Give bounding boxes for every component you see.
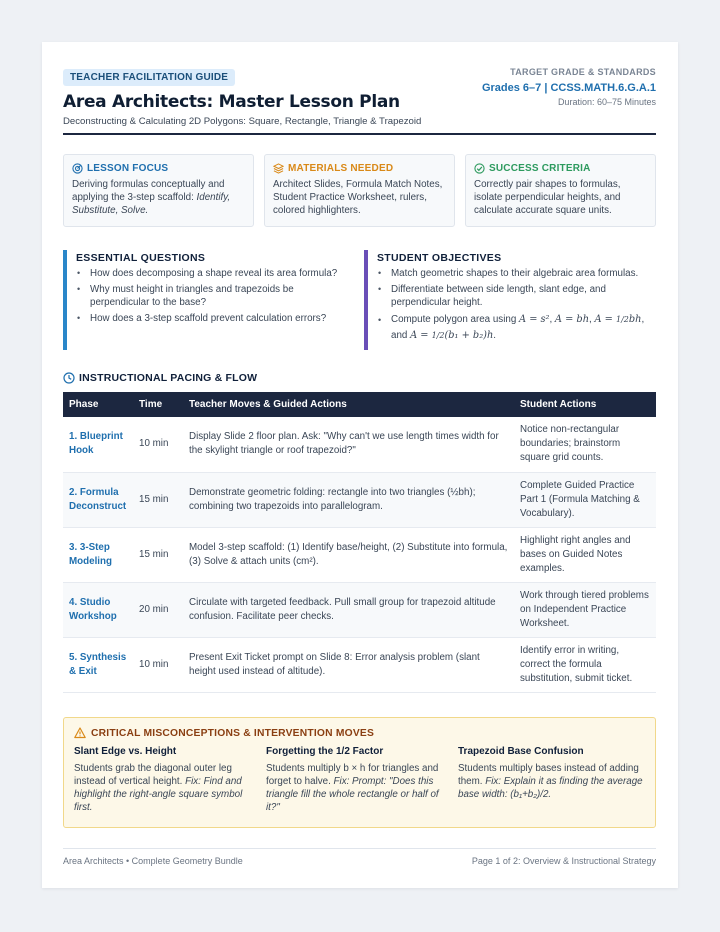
misconception-title: Trapezoid Base Confusion	[458, 746, 584, 757]
success-criteria-heading	[474, 163, 647, 174]
misconception-fix: Fix: Find and highlight the right-angle square symbol first.	[74, 776, 243, 813]
phase-cell: 4. Studio Workshop	[63, 582, 133, 637]
column-header: Student Actions	[520, 399, 597, 410]
phase-cell: 5. Synthesis & Exit	[63, 637, 133, 692]
footer-left: Area Architects • Complete Geometry Bundle	[63, 856, 243, 866]
lesson-focus-heading	[72, 163, 245, 174]
teacher-cell: Present Exit Ticket prompt on Slide 8: Error analysis problem (slant height used instead of altitude).	[183, 637, 514, 692]
materials-card	[264, 154, 455, 227]
phase-cell: 2. Formula Deconstruct	[63, 472, 133, 527]
phase-cell: 1. Blueprint Hook	[63, 417, 133, 472]
separator: ,	[589, 313, 595, 325]
student-objectives-title: STUDENT OBJECTIVES	[377, 252, 502, 264]
misconceptions-title: CRITICAL MISCONCEPTIONS & INTERVENTION MOVES	[91, 727, 375, 739]
formula-rhs: (b₁ + b₂)h	[444, 329, 494, 341]
half-fraction: 1/2	[431, 330, 445, 340]
teacher-cell: Display Slide 2 floor plan. Ask: "Why can't we use length times width for the skylight triangle or roof trapezoid?"	[183, 417, 514, 472]
table-row	[63, 582, 656, 637]
formula-square: A = s²	[519, 313, 550, 325]
student-objectives	[364, 250, 656, 350]
separator: ,	[549, 313, 555, 325]
grade-standards: Grades 6–7 | CCSS.MATH.6.G.A.1	[481, 82, 656, 94]
student-cell: Identify error in writing, correct the formula substitution, submit ticket.	[514, 637, 656, 692]
list-item: • Match geometric shapes to their algebraic area formulas.	[377, 267, 656, 281]
misconception-body	[458, 762, 645, 801]
misconception-text: Students multiply b × h for triangles and forget to halve.	[266, 763, 439, 787]
duration: Duration: 60–75 Minutes	[557, 97, 656, 107]
materials-title: MATERIALS NEEDED	[288, 163, 394, 174]
essential-questions-list	[76, 267, 352, 325]
student-cell: Notice non-rectangular boundaries; brainstorm square grid counts.	[514, 417, 656, 472]
success-criteria-card	[465, 154, 656, 227]
pacing-table	[63, 392, 656, 693]
list-item: • How does decomposing a shape reveal its area formula?	[76, 267, 352, 281]
guide-tag: TEACHER FACILITATION GUIDE	[63, 69, 235, 86]
misconception-item	[74, 746, 261, 814]
misconception-columns	[74, 746, 645, 814]
teacher-cell: Circulate with targeted feedback. Pull small group for trapezoid altitude confusion. Facilitate peer checks.	[183, 582, 514, 637]
formula-lhs: A =	[594, 313, 616, 325]
success-criteria-body: Correctly pair shapes to formulas, isolate perpendicular heights, and calculate accurate square units.	[474, 179, 621, 216]
time-cell: 20 min	[133, 582, 183, 637]
conjunction: , and	[391, 313, 645, 341]
table-row	[63, 472, 656, 527]
misconception-fix: Fix: Prompt: "Does this triangle fill the whole rectangle or half of it?"	[266, 776, 439, 813]
misconception-item	[458, 746, 645, 814]
period: .	[493, 329, 496, 341]
pacing-heading	[63, 372, 257, 384]
essential-questions-title: ESSENTIAL QUESTIONS	[76, 252, 206, 264]
warning-icon	[74, 727, 86, 739]
lesson-focus-title: LESSON FOCUS	[87, 163, 169, 174]
time-cell: 15 min	[133, 527, 183, 582]
formula-triangle	[594, 314, 641, 325]
page-subtitle: Deconstructing & Calculating 2D Polygons: Square, Rectangle, Triangle & Trapezoid	[63, 116, 422, 127]
misconception-item	[266, 746, 453, 814]
formula-trapezoid	[410, 330, 493, 341]
student-cell: Highlight right angles and bases on Guided Notes examples.	[514, 527, 656, 582]
student-cell: Complete Guided Practice Part 1 (Formula Matching & Vocabulary).	[514, 472, 656, 527]
teacher-cell: Model 3-step scaffold: (1) Identify base/height, (2) Substitute into formula, (3) Solve & attach units (cm²).	[183, 527, 514, 582]
formula-rhs: bh	[628, 313, 642, 325]
objectives-list	[377, 267, 656, 344]
materials-body: Architect Slides, Formula Match Notes, Student Practice Worksheet, rulers, colored highlighters.	[273, 179, 443, 216]
page-content	[63, 67, 656, 866]
target-icon	[72, 163, 83, 174]
misconceptions-box	[63, 717, 656, 828]
list-item: • How does a 3-step scaffold prevent calculation errors?	[76, 312, 352, 326]
formula-rectangle: A = bh	[554, 313, 590, 325]
half-fraction: 1/2	[615, 314, 629, 324]
table-row	[63, 637, 656, 692]
pacing-title: INSTRUCTIONAL PACING & FLOW	[79, 372, 258, 384]
list-item: • Differentiate between side length, slant edge, and perpendicular height.	[377, 283, 656, 310]
success-criteria-title: SUCCESS CRITERIA	[489, 163, 591, 174]
misconceptions-heading	[74, 727, 645, 739]
table-header-row	[63, 392, 656, 417]
list-item	[377, 312, 656, 344]
misconception-body	[74, 762, 261, 814]
footer-divider	[63, 848, 656, 849]
essential-questions	[63, 250, 352, 350]
lesson-focus-text: Deriving formulas conceptually and applying the 3-step scaffold:	[72, 179, 225, 203]
summary-cards	[63, 154, 656, 227]
lesson-focus-body	[72, 178, 245, 217]
misconception-fix: Fix: Explain it as finding the average base width: (b₁+b₂)/2.	[458, 776, 643, 800]
header-divider	[63, 133, 656, 135]
clock-icon	[63, 372, 75, 384]
table-row	[63, 527, 656, 582]
column-header: Phase	[69, 399, 99, 410]
misconception-title: Forgetting the 1/2 Factor	[266, 746, 384, 757]
standards-label: TARGET GRADE & STANDARDS	[510, 67, 656, 77]
time-cell: 15 min	[133, 472, 183, 527]
layers-icon	[273, 163, 284, 174]
misconception-text: Students grab the diagonal outer leg instead of vertical height.	[74, 763, 232, 787]
footer-right: Page 1 of 2: Overview & Instructional Strategy	[471, 856, 656, 866]
phase-cell: 3. 3-Step Modeling	[63, 527, 133, 582]
column-header: Teacher Moves & Guided Actions	[189, 399, 347, 410]
check-circle-icon	[474, 163, 485, 174]
materials-heading	[273, 163, 446, 174]
misconception-title: Slant Edge vs. Height	[74, 746, 177, 757]
compute-text: Compute polygon area using	[391, 313, 519, 325]
list-item: • Why must height in triangles and trapezoids be perpendicular to the base?	[76, 283, 352, 310]
misconception-text: Students multiply bases instead of adding them.	[458, 763, 639, 787]
table-row	[63, 417, 656, 472]
time-cell: 10 min	[133, 417, 183, 472]
lesson-plan-page	[42, 42, 678, 888]
misconception-body	[266, 762, 453, 814]
student-cell: Work through tiered problems on Independent Practice Worksheet.	[514, 582, 656, 637]
lesson-focus-emphasis: Identify, Substitute, Solve.	[72, 192, 231, 216]
page-title: Area Architects: Master Lesson Plan	[63, 92, 400, 112]
teacher-cell: Demonstrate geometric folding: rectangle into two triangles (½bh); combining two trapezoids into parallelogram.	[183, 472, 514, 527]
header-right	[482, 67, 656, 107]
formula-lhs: A =	[410, 329, 432, 341]
lesson-focus-card	[63, 154, 254, 227]
column-header: Time	[139, 399, 163, 410]
time-cell: 10 min	[133, 637, 183, 692]
